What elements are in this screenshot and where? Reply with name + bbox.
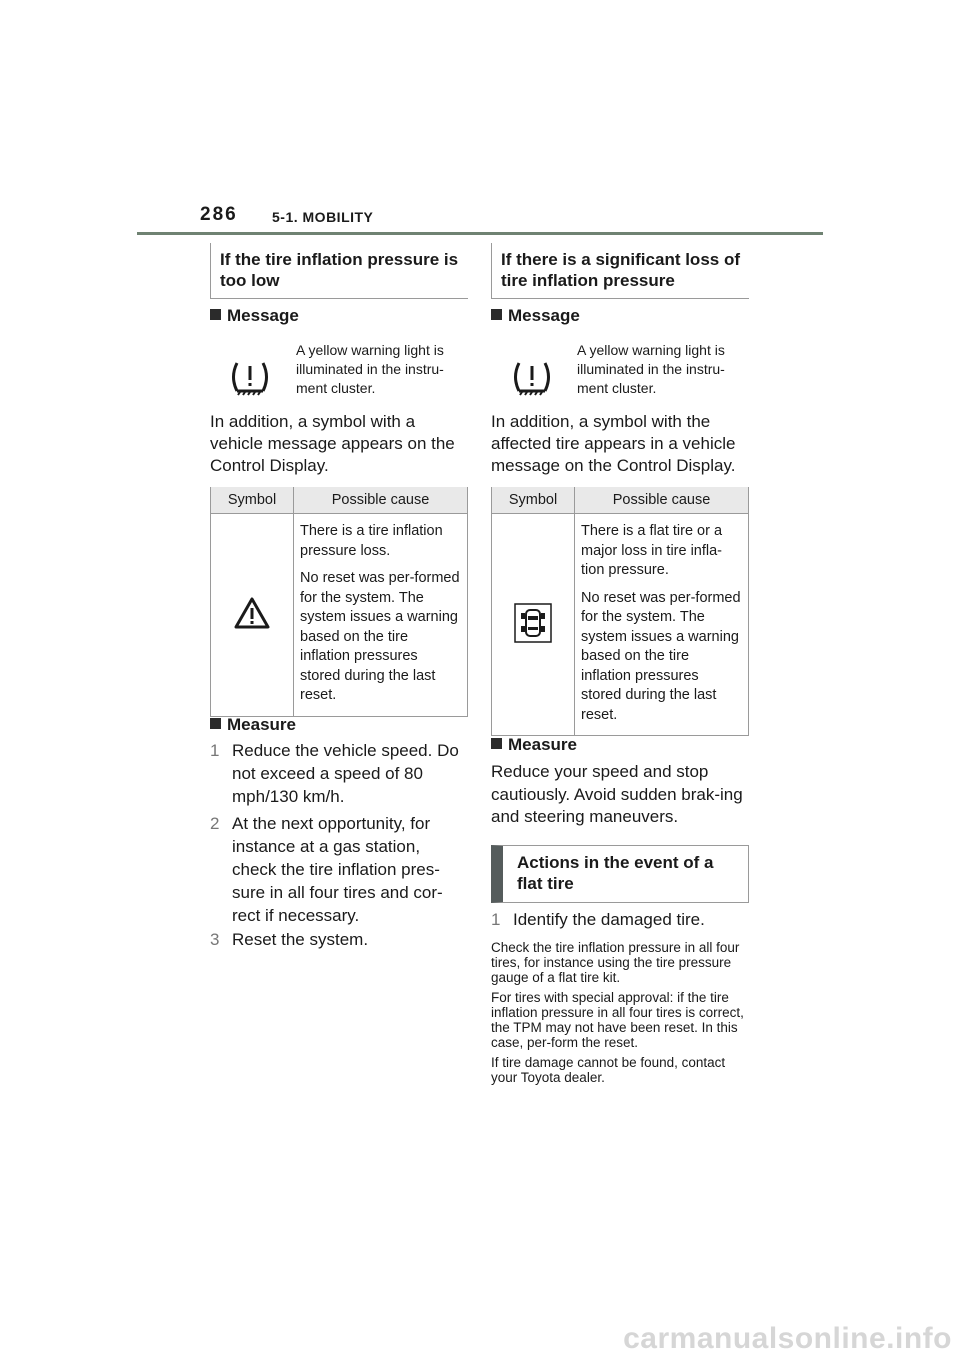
notes-block	[491, 940, 747, 1090]
body-text-right: In addition, a symbol with the affected tire appears in a vehicle message on the Control Display.	[491, 412, 736, 475]
col-cause-header: Possible cause	[575, 487, 749, 514]
cause-text: There is a tire inflation pressure loss.	[300, 523, 443, 559]
symbol-table-right	[491, 487, 749, 736]
bullet-square	[210, 309, 221, 320]
subheading-measure-left: Measure	[210, 715, 296, 735]
cause-cell	[294, 514, 468, 717]
cause-text: No reset was per-formed for the system. The system issues a warning based on the tire inflation pressures stored during the last reset.	[581, 589, 741, 723]
subheading-measure-right: Measure	[491, 735, 577, 755]
bullet-square	[491, 309, 502, 320]
subheading-message-left: Message	[210, 306, 299, 326]
header-rule	[137, 232, 823, 235]
symbol-table-left	[210, 487, 468, 717]
section-title: 5-1. MOBILITY	[272, 209, 374, 225]
watermark: carmanualsonline.info	[623, 1322, 952, 1355]
body-text-left: In addition, a symbol with a vehicle message appears on the Control Display.	[210, 412, 455, 475]
col-symbol-header: Symbol	[211, 487, 294, 514]
col-symbol-header: Symbol	[492, 487, 575, 514]
cause-text: There is a flat tire or a major loss in tire infla-tion pressure.	[581, 523, 723, 578]
warning-light-text-left: A yellow warning light is illuminated in the instru-ment cluster.	[296, 342, 444, 396]
car-flat-tire-icon	[514, 603, 552, 643]
warning-light-text-right: A yellow warning light is illuminated in the instru-ment cluster.	[577, 342, 725, 396]
col-cause-header: Possible cause	[294, 487, 468, 514]
warning-triangle-icon	[234, 597, 270, 629]
heading-low-pressure: If the tire inflation pressure is too low	[210, 243, 468, 299]
symbol-cell	[492, 514, 575, 736]
cause-text: No reset was per-formed for the system. The system issues a warning based on the tire inflation pressures stored during the last reset.	[300, 570, 460, 703]
heading-flat-tire-actions: Actions in the event of a flat tire	[491, 845, 749, 903]
note-text: For tires with special approval: if the tire inflation pressure in all four tires is correct, the TPM may not have been reset. In this case, per-form the reset.	[491, 990, 744, 1050]
bullet-square	[491, 738, 502, 749]
tire-pressure-warning-icon	[510, 360, 554, 400]
cause-cell	[575, 514, 749, 736]
page-number: 286	[200, 204, 238, 225]
heading-significant-loss: If there is a significant loss of tire inflation pressure	[491, 243, 749, 299]
note-text: Check the tire inflation pressure in all four tires, for instance using the tire pressure gauge of a flat tire kit.	[491, 940, 740, 985]
measure-text-right: Reduce your speed and stop cautiously. Avoid sudden brak-ing and steering maneuvers.	[491, 762, 743, 826]
tire-pressure-warning-icon	[228, 360, 272, 400]
bullet-square	[210, 718, 221, 729]
symbol-cell	[211, 514, 294, 717]
subheading-message-right: Message	[491, 306, 580, 326]
note-text: If tire damage cannot be found, contact your Toyota dealer.	[491, 1055, 726, 1085]
